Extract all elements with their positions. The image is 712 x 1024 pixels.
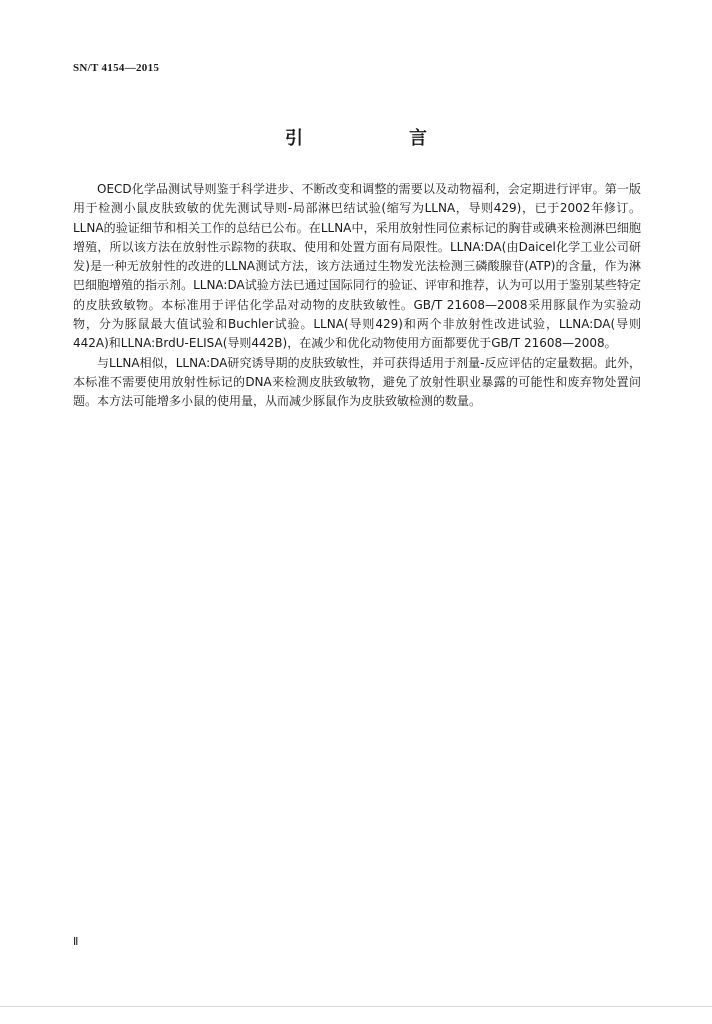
bottom-divider bbox=[0, 1006, 712, 1007]
paragraph: OECD化学品测试导则鉴于科学进步、不断改变和调整的需要以及动物福利，会定期进行评审。第一版用于检测小鼠皮肤致敏的优先测试导则-局部淋巴结试验(缩写为LLNA，导则429)，已于2002年修订。LLNA的验证细节和相关工作的总结已公布。在LLNA中，采用放射性同位素标记的胸苷或碘来检测淋巴细胞增殖，所以该方法在放射性示踪物的获取、使用和处置方面有局限性。LLNA:DA(由Daicel化学工业公司研发)是一种无放射性的改进的LLNA测试方法，该方法通过生物发光法检测三磷酸腺苷(ATP)的含量，作为淋巴细胞增殖的指示剂。LLNA:DA试验方法已通过国际同行的验证、评审和推荐，认为可以用于鉴别某些特定的皮肤致敏物。本标准用于评估化学品对动物的皮肤致敏性。GB/T 21608—2008采用豚鼠作为实验动物，分为豚鼠最大值试验和Buchler试验。LLNA(导则429)和两个非放射性改进试验，LLNA:DA(导则442A)和LLNA:BrdU-ELISA(导则442B)，在减少和优化动物使用方面都要优于GB/T 21608—2008。 bbox=[73, 182, 641, 351]
paragraph: 与LLNA相似，LLNA:DA研究诱导期的皮肤致敏性，并可获得适用于剂量-反应评估的定量数据。此外，本标准不需要使用放射性标记的DNA来检测皮肤致敏物，避免了放射性职业暴露的可能性和废弃物处置问题。本方法可能增多小鼠的使用量，从而减少豚鼠作为皮肤致敏检测的数量。 bbox=[73, 355, 641, 409]
section-title: 引 言 bbox=[285, 128, 471, 149]
standard-code: SN/T 4154—2015 bbox=[73, 62, 160, 74]
page-number: Ⅱ bbox=[73, 936, 79, 948]
body-text bbox=[73, 180, 641, 412]
